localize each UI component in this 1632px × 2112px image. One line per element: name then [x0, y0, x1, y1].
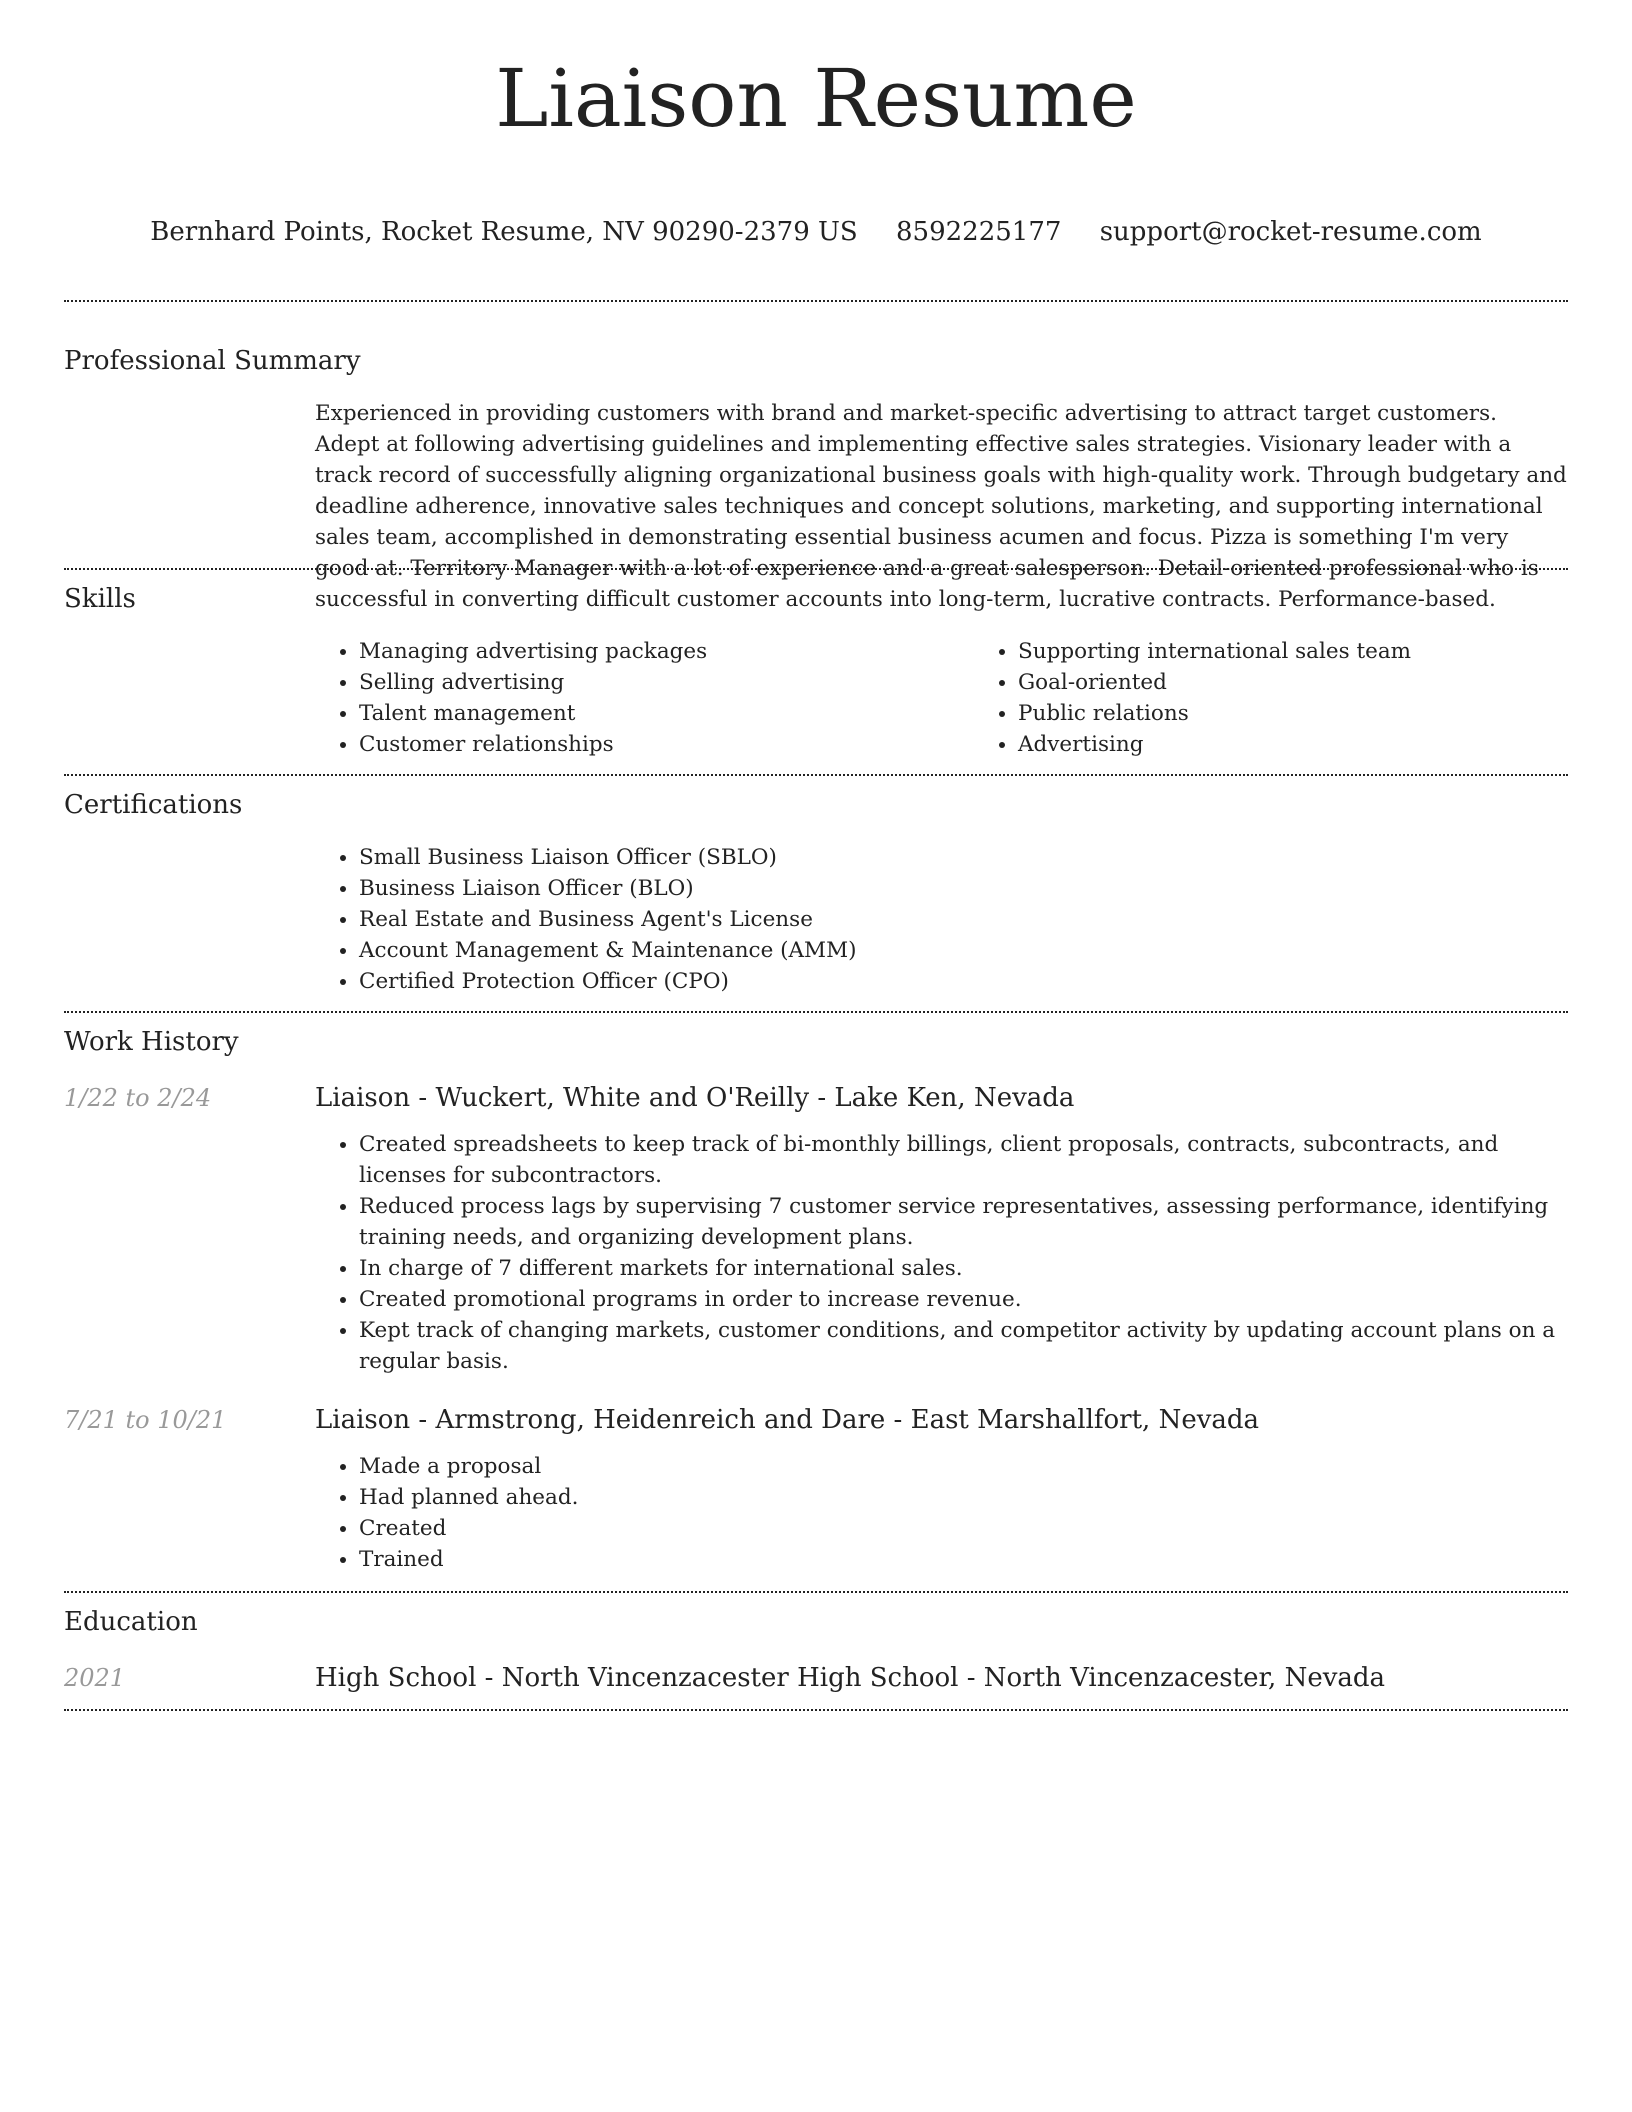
section-divider: [64, 1011, 1568, 1013]
list-item: • Public relations: [1018, 698, 1632, 729]
summary-section: [315, 398, 1568, 612]
job-title: Liaison - Armstrong, Heidenreich and Dare - East Marshallfort, Nevada: [315, 1405, 1260, 1435]
list-item: • Certified Protection Officer (CPO): [359, 966, 1568, 997]
section-heading-skills: Skills: [64, 584, 136, 614]
section-divider: [64, 774, 1568, 776]
job-bullets: [315, 1129, 1568, 1377]
contact-line: [64, 216, 1568, 248]
job-title: Liaison - Wuckert, White and O'Reilly - Lake Ken, Nevada: [315, 1083, 1075, 1113]
list-item: • Managing advertising packages: [359, 636, 974, 667]
list-item: • Customer relationships: [359, 729, 974, 760]
list-item: • Advertising: [1018, 729, 1632, 760]
job-header: [64, 1081, 1568, 1115]
list-item: • Made a proposal: [359, 1451, 1568, 1482]
list-item: • Reduced process lags by supervising 7 customer service representatives, assessing performance, identifying training needs, and organizing development plans.: [359, 1191, 1568, 1253]
job-bullets: [315, 1451, 1568, 1575]
list-item: • Trained: [359, 1544, 1568, 1575]
skills-section: [315, 636, 1568, 760]
list-item: • Goal-oriented: [1018, 667, 1632, 698]
certifications-list: [315, 842, 1568, 997]
list-item: • In charge of 7 different markets for international sales.: [359, 1253, 1568, 1284]
list-item: • Supporting international sales team: [1018, 636, 1632, 667]
resume-title: Liaison Resume: [495, 52, 1137, 145]
list-item: • Business Liaison Officer (BLO): [359, 873, 1568, 904]
list-item: • Created promotional programs in order to increase revenue.: [359, 1284, 1568, 1315]
list-item: • Selling advertising: [359, 667, 974, 698]
list-item: • Account Management & Maintenance (AMM): [359, 935, 1568, 966]
skills-list-right: [974, 636, 1632, 760]
job-dates: 1/22 to 2/24: [64, 1084, 212, 1112]
job-details: [315, 1451, 1568, 1575]
list-item: • Had planned ahead.: [359, 1482, 1568, 1513]
education-title: High School - North Vincenzacester High School - North Vincenzacester, Nevada: [315, 1663, 1386, 1693]
certifications-section: [315, 842, 1568, 997]
list-item: • Small Business Liaison Officer (SBLO): [359, 842, 1568, 873]
section-divider: [64, 1591, 1568, 1593]
list-item: • Real Estate and Business Agent's License: [359, 904, 1568, 935]
education-year: 2021: [64, 1664, 126, 1692]
section-divider: [64, 300, 1568, 302]
contact-phone: 8592225177: [896, 217, 1062, 247]
education-entry: [64, 1661, 1568, 1695]
skills-list-left: [315, 636, 974, 760]
job-header: [64, 1403, 1568, 1437]
section-heading-certifications: Certifications: [64, 790, 243, 820]
section-heading-education: Education: [64, 1607, 198, 1637]
contact-address: Bernhard Points, Rocket Resume, NV 90290-2379 US: [150, 217, 858, 247]
list-item: • Created spreadsheets to keep track of bi-monthly billings, client proposals, contracts, subcontracts, and licenses for subcontractors.: [359, 1129, 1568, 1191]
list-item: • Kept track of changing markets, customer conditions, and competitor activity by updating account plans on a regular basis.: [359, 1315, 1568, 1377]
list-item: • Created: [359, 1513, 1568, 1544]
list-item: • Talent management: [359, 698, 974, 729]
section-heading-summary: Professional Summary: [64, 346, 361, 376]
job-dates: 7/21 to 10/21: [64, 1406, 227, 1434]
contact-email[interactable]: support@rocket-resume.com: [1099, 217, 1482, 247]
resume-page: [64, 0, 1568, 1711]
section-heading-work-history: Work History: [64, 1027, 239, 1057]
section-divider: [64, 1709, 1568, 1711]
job-details: [315, 1129, 1568, 1377]
summary-text: Experienced in providing customers with brand and market-specific advertising to attract target customers. Adept at following advertising guidelines and implementing effective sales strategies. Visionary leader with a track record of successfully aligning organizational business goals with high-quality work. Through budgetary and deadline adherence, innovative sales techniques and concept solutions, marketing, and supporting international sales team, accomplished in demonstrating essential business acumen and focus. Pizza is something I'm very good at. Territory Manager with a lot of experience and a great salesperson. Detail-oriented professional who is successful in converting difficult customer accounts into long-term, lucrative contracts. Performance-based.: [315, 401, 1567, 612]
